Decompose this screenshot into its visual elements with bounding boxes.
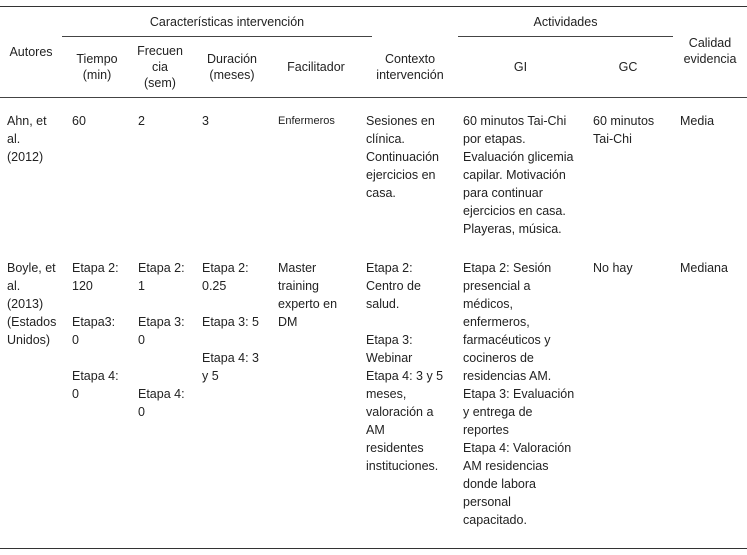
row1-contexto-line: Sesiones en xyxy=(366,114,435,128)
header-calidad-line: Calidad xyxy=(688,36,732,50)
row2-duracion-line: 0.25 xyxy=(202,279,227,293)
header-contexto xyxy=(362,51,458,83)
row2-duracion-line: Etapa 4: 3 xyxy=(202,351,259,365)
row2-contexto-line: valoración a xyxy=(366,405,434,419)
header-tiempo xyxy=(66,51,128,83)
row2-gi-line: enfermeros, xyxy=(463,315,530,329)
row1-gc-line: Tai-Chi xyxy=(593,132,632,146)
row2-tiempo-gap xyxy=(72,295,124,313)
row2-gi-line: presencial a xyxy=(463,279,531,293)
row2-gi-line: reportes xyxy=(463,423,509,437)
row2-contexto-line: Centro de xyxy=(366,279,421,293)
row1-autores-line: Ahn, et xyxy=(7,114,47,128)
header-autores: Autores xyxy=(9,45,53,59)
row1-gi-line: Evaluación glicemia xyxy=(463,150,574,164)
row1-contexto-line: ejercicios en xyxy=(366,168,436,182)
header-bottom-rule xyxy=(0,97,747,98)
row1-gi-line: por etapas. xyxy=(463,132,526,146)
row2-frecuencia-line: 0 xyxy=(138,333,145,347)
header-actividades: Actividades xyxy=(533,15,598,29)
row2-autores-line: (Estados xyxy=(7,315,57,329)
row2-contexto-line: salud. xyxy=(366,297,400,311)
row1-calidad: Media xyxy=(680,114,715,128)
header-frecuencia-line: (sem) xyxy=(144,76,176,90)
header-frecuencia-line: cia xyxy=(152,60,168,74)
row2-autores-line: (2013) xyxy=(7,297,44,311)
row2-facilitador-line: training xyxy=(278,279,319,293)
row1-tiempo: 60 xyxy=(72,114,86,128)
row2-tiempo-gap xyxy=(72,349,124,367)
row2-gi xyxy=(463,259,577,529)
header-tiempo-line: (min) xyxy=(82,68,112,82)
row1-gi-line: 60 minutos Tai-Chi xyxy=(463,114,567,128)
table-top-rule xyxy=(0,6,747,7)
row2-contexto-line: residentes xyxy=(366,441,424,455)
row2-contexto-line: Etapa 2: xyxy=(366,261,413,275)
row1-gi xyxy=(463,112,577,238)
row2-contexto-line: Etapa 3: xyxy=(366,333,413,347)
table-bottom-rule xyxy=(0,548,747,549)
row2-gi-line: capacitado. xyxy=(463,513,527,527)
row2-gi-line: Etapa 4: Valoración xyxy=(463,441,572,455)
row2-gi-line: donde labora xyxy=(463,477,536,491)
row1-frecuencia: 2 xyxy=(138,114,145,128)
row2-contexto-line: AM xyxy=(366,423,385,437)
row1-facilitador: Enfermeros xyxy=(278,115,335,127)
row2-autores-line: al. xyxy=(7,279,21,293)
row2-autores xyxy=(7,259,57,349)
header-frecuencia-line: Frecuen xyxy=(137,44,183,58)
header-calidad xyxy=(673,35,747,67)
row2-contexto-line: Webinar xyxy=(366,351,413,365)
row2-contexto-line: instituciones. xyxy=(366,459,439,473)
row2-tiempo-line: Etapa3: xyxy=(72,315,116,329)
row2-frecuencia-gap xyxy=(138,295,188,313)
row2-contexto-line: meses, xyxy=(366,387,407,401)
row2-gi-line: Etapa 2: Sesión xyxy=(463,261,552,275)
row2-duracion-line: y 5 xyxy=(202,369,219,383)
row2-tiempo-line: 0 xyxy=(72,333,79,347)
row1-autores xyxy=(7,112,57,166)
row2-gi-line: y entrega de xyxy=(463,405,533,419)
header-duracion xyxy=(197,51,267,83)
header-contexto-line: Contexto xyxy=(384,52,436,66)
row2-facilitador-line: DM xyxy=(278,315,298,329)
row2-facilitador xyxy=(278,259,350,331)
actividades-underline xyxy=(458,36,673,37)
row2-duracion-line: Etapa 2: xyxy=(202,261,249,275)
row2-tiempo-line: 0 xyxy=(72,387,79,401)
header-frecuencia xyxy=(132,43,188,91)
row1-contexto-line: clínica. xyxy=(366,132,405,146)
row2-gc: No hay xyxy=(593,261,633,275)
row2-calidad: Mediana xyxy=(680,261,728,275)
row2-duracion xyxy=(202,259,264,385)
row1-gc-line: 60 minutos xyxy=(593,114,655,128)
header-duracion-line: (meses) xyxy=(209,68,255,82)
row1-gi-line: Playeras, música. xyxy=(463,222,562,236)
header-caracteristicas: Características intervención xyxy=(149,15,305,29)
row2-tiempo-line: Etapa 2: xyxy=(72,261,119,275)
header-facilitador: Facilitador xyxy=(287,60,345,74)
row2-gi-line: cocineros de xyxy=(463,351,534,365)
row2-frecuencia xyxy=(138,259,188,421)
row2-frecuencia-line: 1 xyxy=(138,279,145,293)
row2-facilitador-line: experto en xyxy=(278,297,338,311)
header-duracion-line: Duración xyxy=(206,52,258,66)
row2-tiempo-line: 120 xyxy=(72,279,93,293)
row1-autores-line: al. xyxy=(7,132,21,146)
row2-contexto-line: Etapa 4: 3 y 5 xyxy=(366,369,444,383)
row1-contexto-line: Continuación xyxy=(366,150,439,164)
caracteristicas-underline xyxy=(62,36,372,37)
row1-duracion: 3 xyxy=(202,114,209,128)
row2-frecuencia-line: Etapa 2: xyxy=(138,261,185,275)
row2-duracion-gap xyxy=(202,331,264,349)
row1-gi-line: para continuar xyxy=(463,186,543,200)
row1-contexto-line: casa. xyxy=(366,186,396,200)
header-calidad-line: evidencia xyxy=(683,52,737,66)
row2-tiempo xyxy=(72,259,124,403)
row1-gc xyxy=(593,112,691,148)
header-tiempo-line: Tiempo xyxy=(76,52,118,66)
row2-duracion-line: Etapa 3: 5 xyxy=(202,315,259,329)
row2-gi-line: Etapa 3: Evaluación xyxy=(463,387,575,401)
row2-frecuencia-gap xyxy=(138,367,188,385)
row2-autores-line: Unidos) xyxy=(7,333,51,347)
row1-contexto xyxy=(366,112,448,202)
row2-gi-line: médicos, xyxy=(463,297,514,311)
row2-gi-line: farmacéuticos y xyxy=(463,333,551,347)
row2-contexto-gap xyxy=(366,313,448,331)
row2-frecuencia-line: 0 xyxy=(138,405,145,419)
row2-gi-line: residencias AM. xyxy=(463,369,552,383)
row1-gi-line: capilar. Motivación xyxy=(463,168,566,182)
header-gc: GC xyxy=(618,60,638,74)
row2-duracion-gap xyxy=(202,295,264,313)
row2-frecuencia-gap xyxy=(138,349,188,367)
row2-frecuencia-line: Etapa 3: xyxy=(138,315,185,329)
row2-frecuencia-line: Etapa 4: xyxy=(138,387,185,401)
row2-gi-line: personal xyxy=(463,495,511,509)
row2-contexto xyxy=(366,259,448,475)
row1-gi-line: ejercicios en casa. xyxy=(463,204,566,218)
row2-facilitador-line: Master xyxy=(278,261,317,275)
row2-gi-line: AM residencias xyxy=(463,459,549,473)
header-gi: GI xyxy=(513,60,528,74)
row2-autores-line: Boyle, et xyxy=(7,261,56,275)
header-contexto-line: intervención xyxy=(376,68,444,82)
row2-tiempo-line: Etapa 4: xyxy=(72,369,119,383)
row1-autores-line: (2012) xyxy=(7,150,44,164)
